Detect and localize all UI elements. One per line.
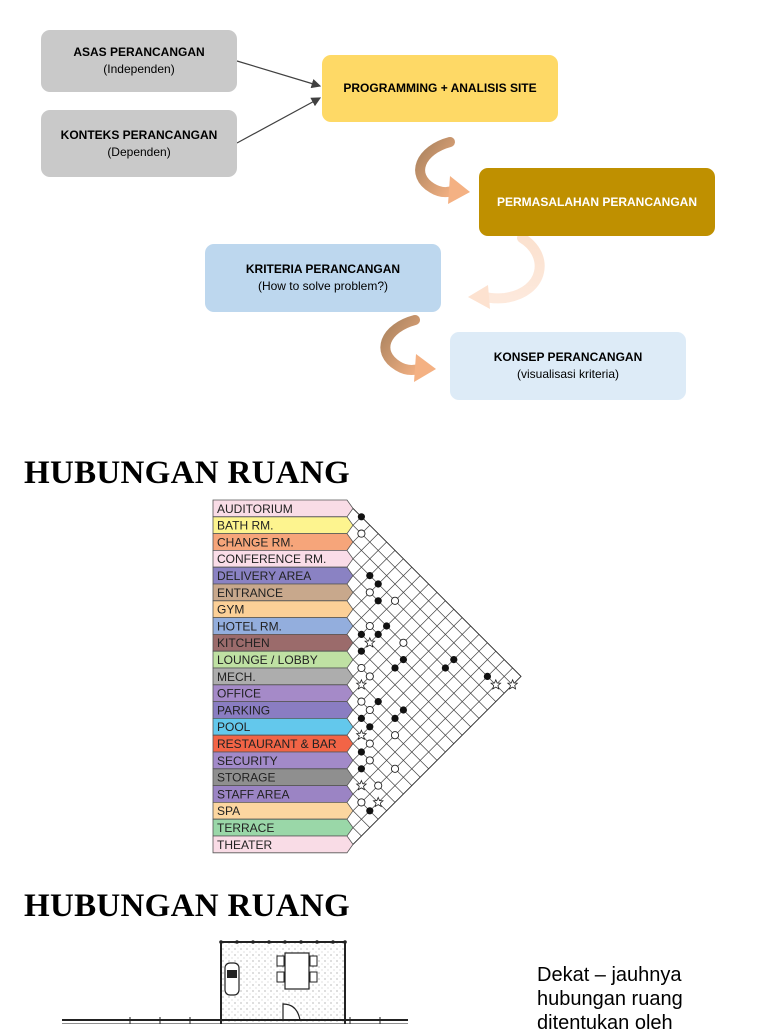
matrix-label-text: DELIVERY AREA xyxy=(217,569,312,583)
matrix-label-text: GYM xyxy=(217,602,245,617)
matrix-label-text: MECH. xyxy=(217,669,256,684)
matrix-label-text: LOUNGE / LOBBY xyxy=(217,653,318,667)
plan-car xyxy=(225,963,239,995)
plan-column-mark xyxy=(251,940,255,944)
matrix-label-text: ENTRANCE xyxy=(217,585,284,600)
section-heading-2: HUBUNGAN RUANG xyxy=(24,888,350,924)
kriteria-title: KRITERIA PERANCANGAN xyxy=(245,262,401,276)
konsep-title: KONSEP PERANCANGAN xyxy=(493,350,643,364)
plan-column-mark xyxy=(343,940,347,944)
programming-title: PROGRAMMING + ANALISIS SITE xyxy=(343,81,537,95)
matrix-label-text: STORAGE xyxy=(217,770,276,785)
matrix-label-text: RESTAURANT & BAR xyxy=(217,737,337,751)
matrix-label-text: POOL xyxy=(217,720,251,735)
plan-room xyxy=(221,942,345,1024)
plan-column-mark xyxy=(331,940,335,944)
matrix-label-text: SECURITY xyxy=(217,753,278,768)
plan-column-mark xyxy=(299,940,303,944)
matrix-label-text: KITCHEN xyxy=(217,636,270,651)
matrix-label-text: CONFERENCE RM. xyxy=(217,552,327,567)
konsep-subtitle: (visualisasi kriteria) xyxy=(516,367,620,381)
plan-column-mark xyxy=(235,940,239,944)
plan-column-mark xyxy=(267,940,271,944)
matrix-label-text: AUDITORIUM xyxy=(217,501,293,516)
konteks-title: KONTEKS PERANCANGAN xyxy=(60,127,218,142)
matrix-label-text: HOTEL RM. xyxy=(217,619,282,634)
section-heading-1: HUBUNGAN RUANG xyxy=(24,455,350,491)
konteks-subtitle: (Dependen) xyxy=(107,144,171,159)
plan-column-mark xyxy=(283,940,287,944)
note-text: Dekat – jauhnya hubungan ruang ditentukan oleh xyxy=(537,964,683,1034)
matrix-label-text: OFFICE xyxy=(217,686,261,701)
matrix-label-text: BATH RM. xyxy=(217,518,274,533)
matrix-label-text: PARKING xyxy=(217,703,271,718)
plan-column-mark xyxy=(219,940,223,944)
matrix-label-text: CHANGE RM. xyxy=(217,535,294,550)
plan-column-mark xyxy=(315,940,319,944)
matrix-label-text: STAFF AREA xyxy=(217,787,290,802)
kriteria-subtitle: (How to solve problem?) xyxy=(257,279,389,293)
asas-subtitle: (Independen) xyxy=(103,62,175,76)
matrix-label-text: THEATER xyxy=(217,837,273,852)
matrix-label-text: TERRACE xyxy=(217,821,275,835)
asas-title: ASAS PERANCANGAN xyxy=(73,45,205,59)
permasalahan-title: PERMASALAHAN PERANCANGAN xyxy=(496,194,697,209)
matrix-label-text: SPA xyxy=(217,804,241,819)
